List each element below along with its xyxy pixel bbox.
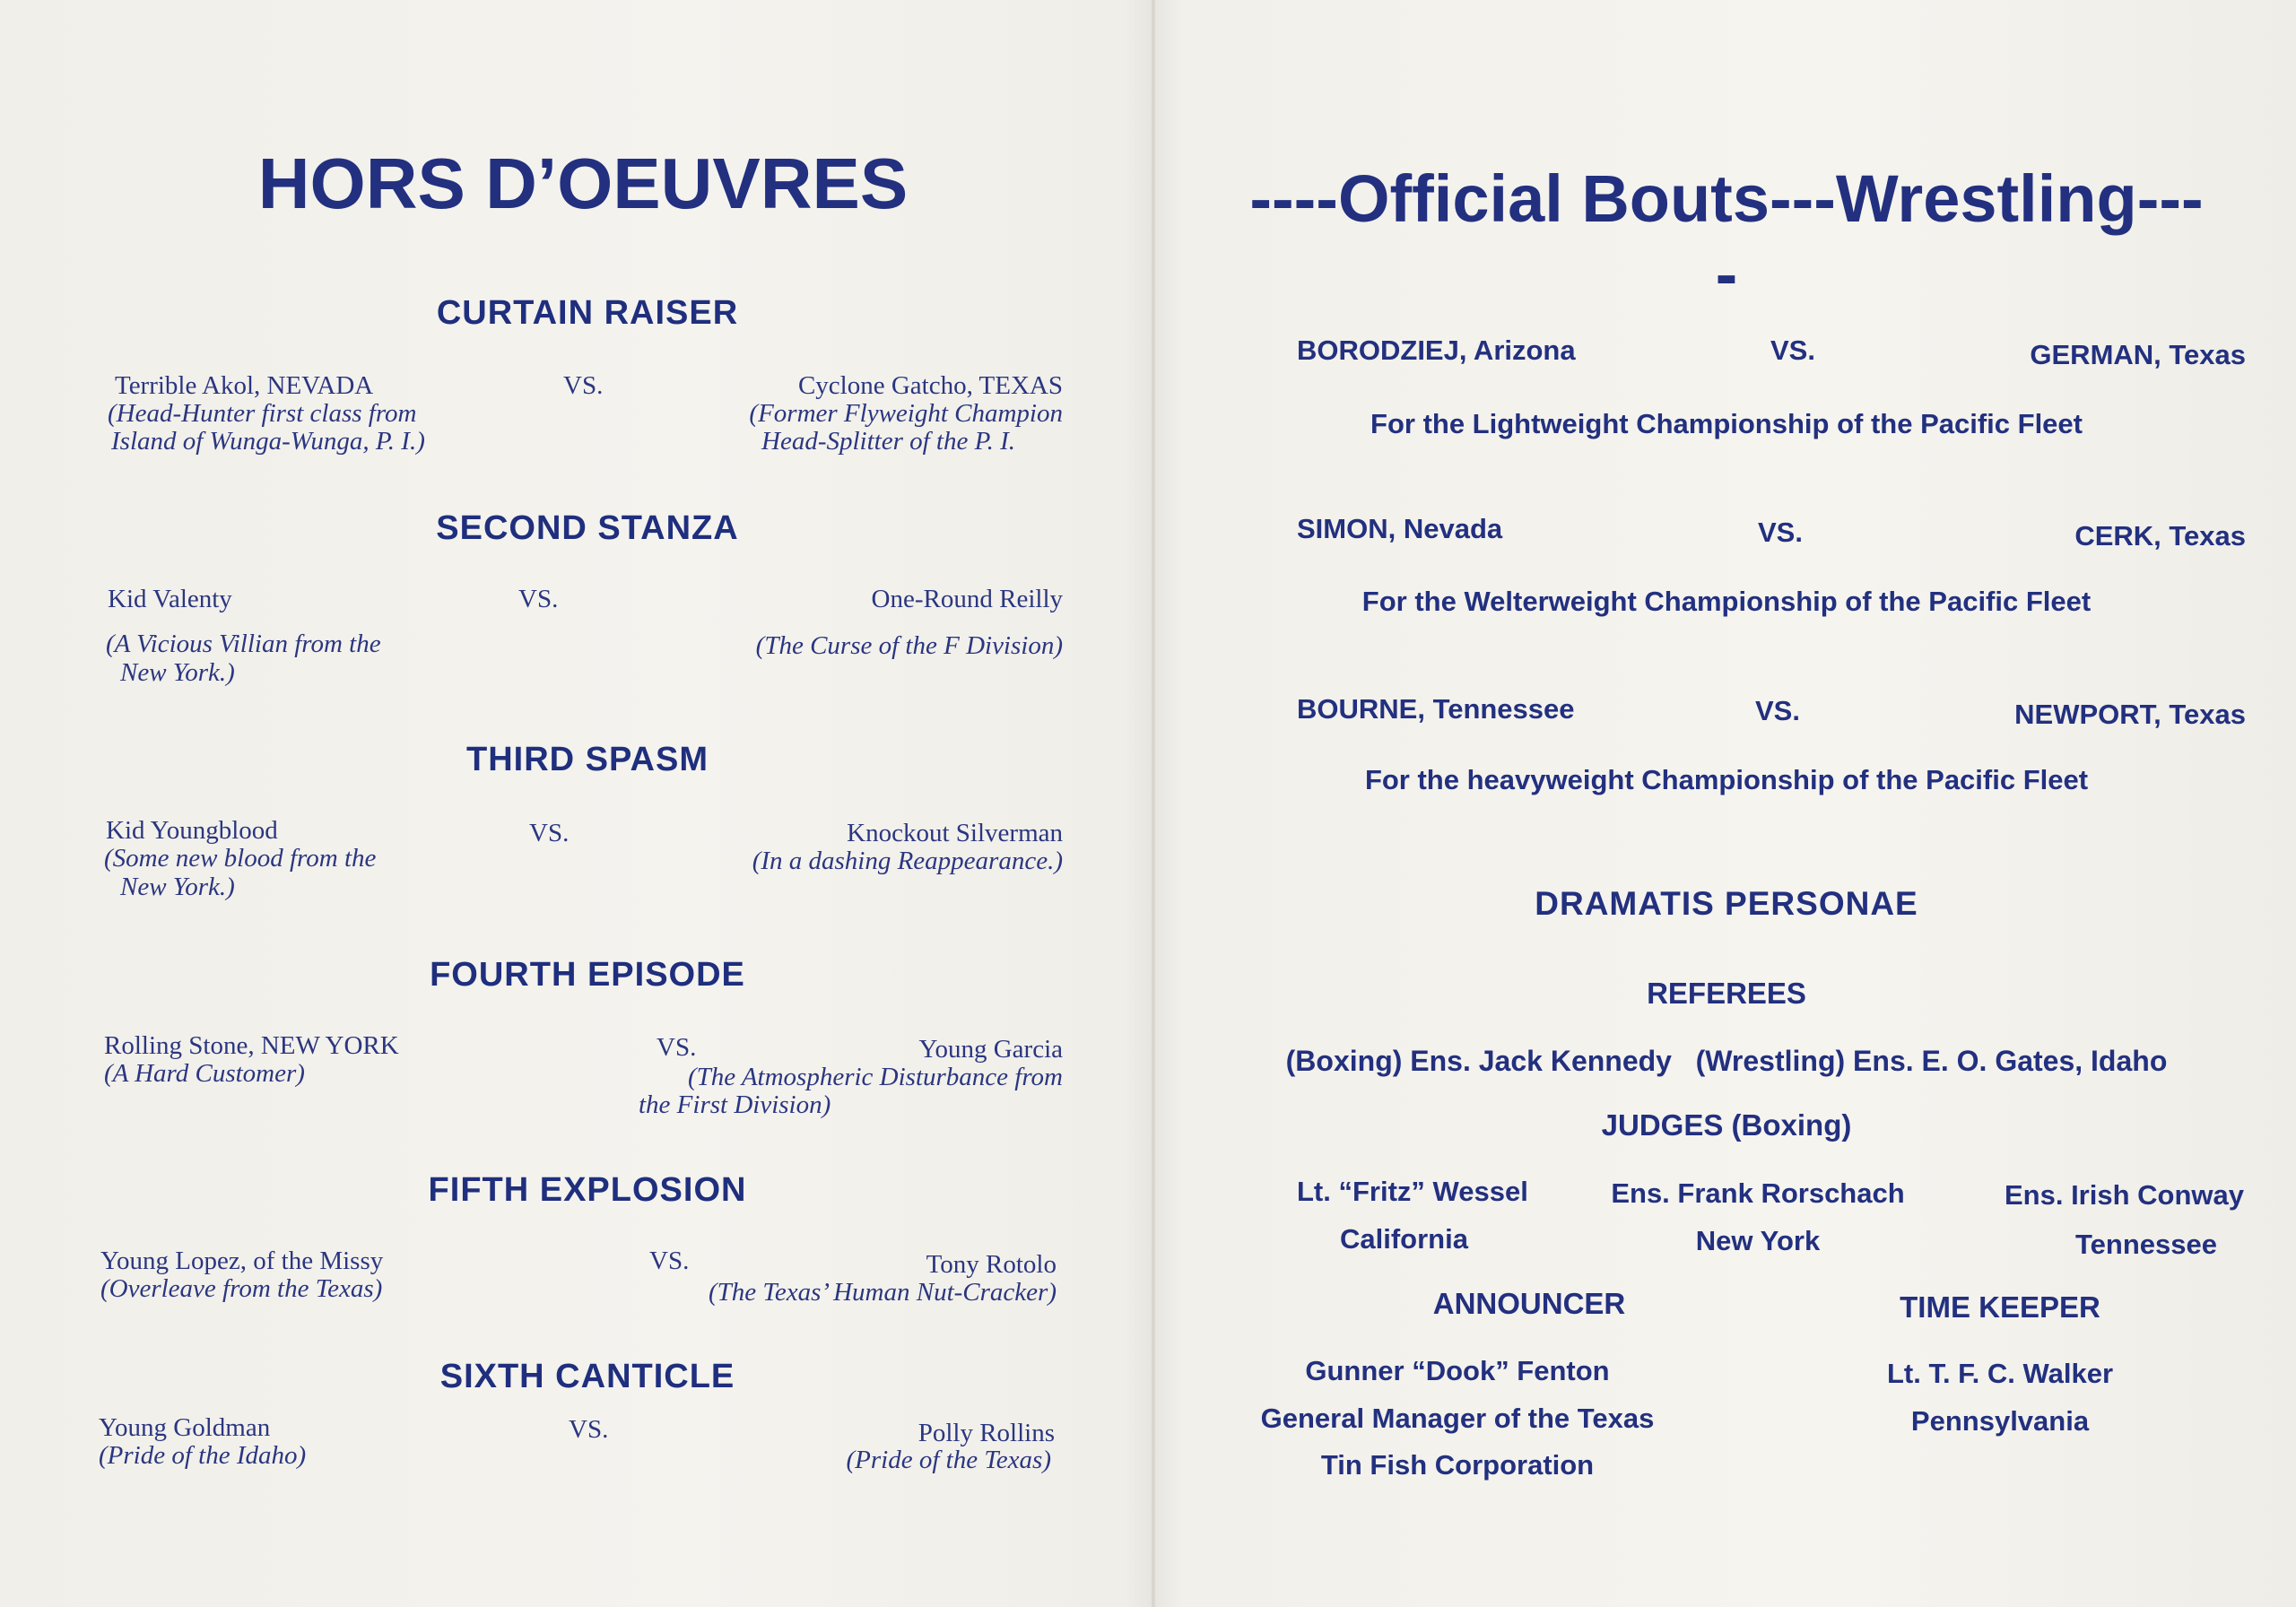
fighter-right-desc: (The Atmospheric Disturbance from [687, 1063, 1063, 1091]
timekeeper-line: Lt. T. F. C. Walker [1886, 1358, 2114, 1389]
timekeeper-line: Pennsylvania [1910, 1405, 2090, 1437]
bout-left: SIMON, Nevada [1297, 513, 1503, 544]
fighter-left-desc: (A Vicious Villian from the [106, 630, 381, 658]
fighter-right-desc: the First Division) [639, 1090, 831, 1119]
fighter-right-name: Knockout Silverman [847, 819, 1063, 847]
fighter-left-desc: Island of Wunga-Wunga, P. I.) [111, 427, 425, 456]
bout-description: For the Lightweight Championship of the Pacific Fleet [1370, 408, 2083, 439]
fighter-right-desc: Head-Splitter of the P. I. [761, 427, 1015, 456]
judge-state: California [1340, 1223, 1468, 1255]
vs-label: VS. [649, 1247, 690, 1275]
fighter-right-desc: (In a dashing Reappearance.) [752, 847, 1063, 875]
fighter-right-desc: (The Texas’ Human Nut-Cracker) [709, 1278, 1057, 1307]
announcer-line: Tin Fish Corporation [1320, 1449, 1595, 1481]
announcer-line: General Manager of the Texas [1260, 1403, 1655, 1434]
fighter-left-desc: (Some new blood from the [104, 844, 377, 873]
bout-left: BORODZIEJ, Arizona [1297, 334, 1576, 366]
judge-state: New York [1695, 1225, 1821, 1256]
vs-label: VS. [1758, 517, 1803, 548]
judge-name: Ens. Frank Rorschach [1611, 1177, 1905, 1209]
fighter-left-name: Young Goldman [99, 1413, 271, 1442]
fighter-left-desc: (Overleave from the Texas) [100, 1274, 383, 1303]
vs-label: VS. [569, 1415, 609, 1444]
referees-line: (Boxing) Ens. Jack Kennedy (Wrestling) Ens. E. O. Gates, Idaho [1285, 1045, 2168, 1077]
fighter-left-name: Terrible Akol, NEVADA [115, 371, 374, 400]
center-fold [1151, 0, 1156, 1607]
section-heading: THIRD SPASM [466, 741, 709, 778]
fighter-left-name: Kid Youngblood [106, 816, 278, 845]
fighter-left-desc: New York.) [120, 873, 235, 901]
fighter-left-desc: (A Hard Customer) [104, 1059, 305, 1088]
right-page [1157, 0, 2296, 1607]
vs-label: VS. [563, 371, 604, 400]
fighter-right-desc: (The Curse of the F Division) [755, 631, 1063, 660]
section-heading: CURTAIN RAISER [436, 294, 739, 332]
fighter-left-name: Rolling Stone, NEW YORK [104, 1031, 399, 1060]
fighter-right-name: Young Garcia [918, 1035, 1063, 1064]
judge-name: Ens. Irish Conway [2004, 1179, 2244, 1211]
vs-label: VS. [1770, 334, 1815, 366]
vs-label: VS. [657, 1033, 697, 1062]
judges-heading: JUDGES (Boxing) [1601, 1108, 1852, 1142]
section-heading: SIXTH CANTICLE [439, 1358, 735, 1395]
fighter-right-desc: (Pride of the Texas) [846, 1446, 1051, 1474]
fighter-left-desc: (Pride of the Idaho) [99, 1441, 307, 1470]
announcer-line: Gunner “Dook” Fenton [1305, 1355, 1610, 1386]
bout-description: For the Welterweight Championship of the Pacific Fleet [1361, 586, 2092, 617]
bout-right: NEWPORT, Texas [2014, 699, 2246, 730]
fighter-left-desc: New York.) [120, 658, 235, 687]
section-heading: FIFTH EXPLOSION [428, 1171, 747, 1209]
bout-description: For the heavyweight Championship of the Pacific Fleet [1364, 764, 2089, 795]
dramatis-heading: DRAMATIS PERSONAE [1535, 885, 1918, 922]
section-heading: FOURTH EPISODE [430, 956, 745, 994]
fighter-right-name: Tony Rotolo [926, 1250, 1057, 1279]
announcer-heading: ANNOUNCER [1432, 1287, 1626, 1320]
page-title: HORS D’OEUVRES [257, 143, 909, 223]
section-heading: SECOND STANZA [436, 509, 739, 547]
fighter-left-desc: (Head-Hunter first class from [108, 399, 417, 428]
fighter-right-name: One-Round Reilly [871, 585, 1063, 613]
bout-right: GERMAN, Texas [2030, 339, 2246, 370]
vs-label: VS. [529, 819, 570, 847]
vs-label: VS. [1755, 695, 1800, 726]
fighter-right-desc: (Former Flyweight Champion [749, 399, 1063, 428]
referees-heading: REFEREES [1647, 977, 1806, 1010]
vs-label: VS. [518, 585, 559, 613]
bout-left: BOURNE, Tennessee [1297, 693, 1575, 725]
bout-right: CERK, Texas [2074, 520, 2246, 552]
judge-state: Tennessee [2075, 1229, 2217, 1260]
fighter-left-name: Kid Valenty [108, 585, 232, 613]
fighter-right-name: Polly Rollins [918, 1419, 1055, 1447]
fighter-right-name: Cyclone Gatcho, TEXAS [797, 371, 1063, 400]
judge-name: Lt. “Fritz” Wessel [1297, 1176, 1528, 1207]
fighter-left-name: Young Lopez, of the Missy [100, 1247, 384, 1275]
timekeeper-heading: TIME KEEPER [1900, 1290, 2100, 1324]
page-title: ----Official Bouts---Wrestling---- [1249, 161, 2204, 311]
